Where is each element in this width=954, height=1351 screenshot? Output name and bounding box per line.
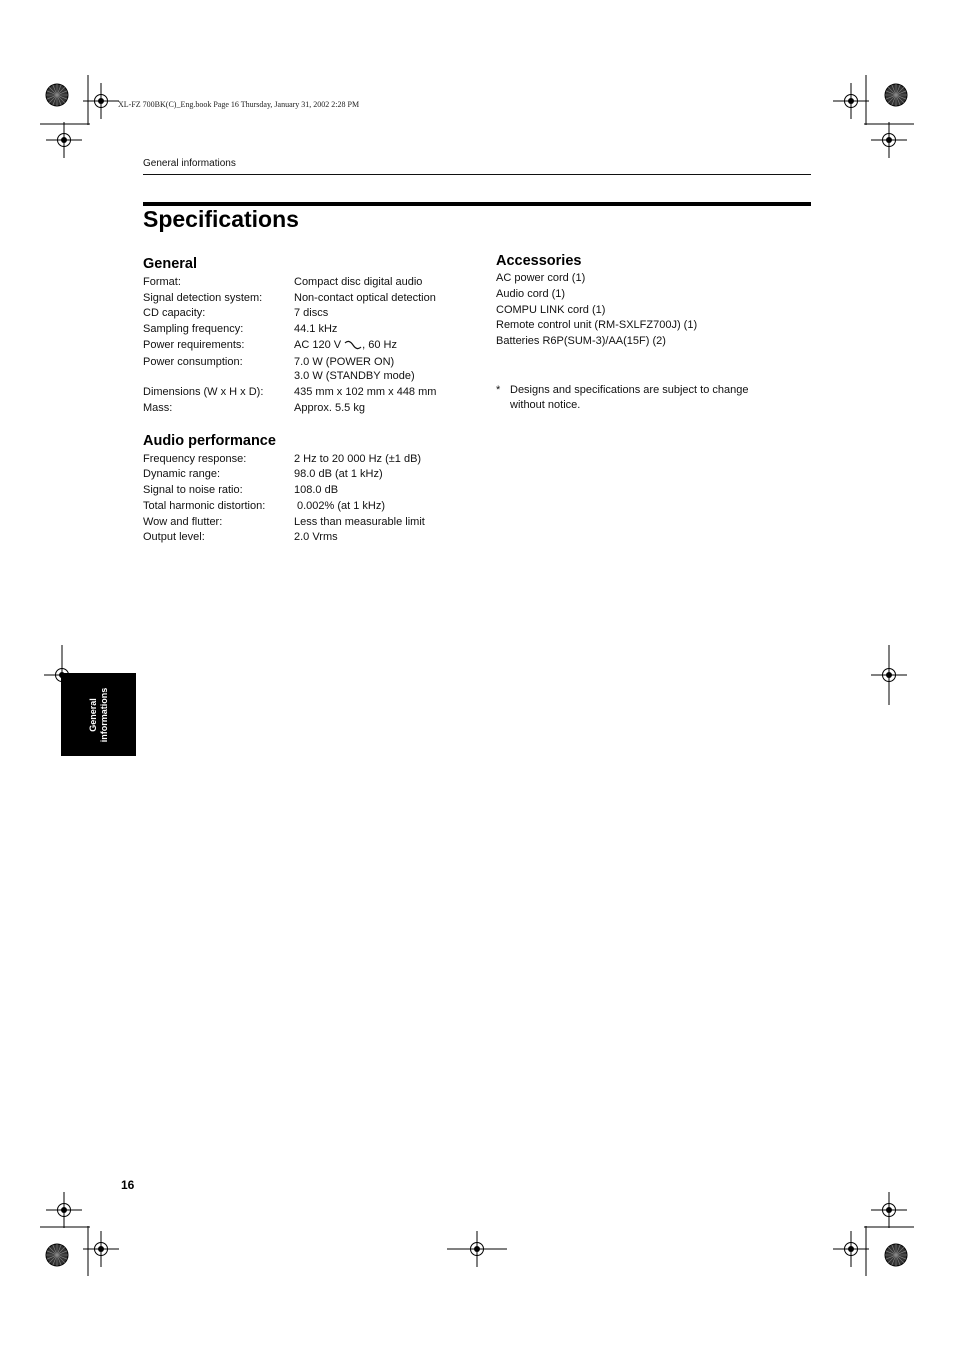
list-item: Remote control unit (RM-SXLFZ700J) (1)	[496, 319, 698, 331]
spec-row	[143, 531, 483, 545]
spec-label: Signal to noise ratio:	[143, 484, 243, 496]
spec-label: Sampling frequency:	[143, 323, 244, 335]
spec-label: Output level:	[143, 531, 205, 543]
spec-value: 7 discs	[294, 307, 329, 319]
spec-row	[143, 386, 483, 400]
spec-value: 2 Hz to 20 000 Hz (±1 dB)	[294, 453, 422, 465]
section-heading-accessories: Accessories	[496, 253, 582, 269]
spec-row	[143, 453, 483, 467]
spec-label: Dynamic range:	[143, 468, 221, 480]
note-line-2: without notice.	[510, 399, 581, 411]
page-number: 16	[121, 1178, 135, 1192]
ac-wave-icon	[344, 340, 362, 350]
spec-value-line2: 3.0 W (STANDBY mode)	[294, 370, 415, 382]
page-title: Specifications	[143, 206, 299, 232]
spec-row	[143, 307, 483, 321]
list-item: AC power cord (1)	[496, 272, 586, 284]
spec-label: Power consumption:	[143, 356, 243, 368]
spec-value: Compact disc digital audio	[294, 276, 423, 288]
side-tab-line-1: General	[87, 697, 98, 732]
side-tab-label	[88, 687, 110, 742]
running-head: General informations	[143, 158, 236, 169]
spec-row	[143, 402, 483, 416]
spec-value: 0.002% (at 1 kHz)	[297, 500, 386, 512]
list-item: Batteries R6P(SUM-3)/AA(15F) (2)	[496, 335, 666, 347]
note-line-1: Designs and specifications are subject to change	[510, 384, 749, 396]
spec-label: Format:	[143, 276, 181, 288]
spec-row	[143, 500, 483, 514]
spec-label: Wow and flutter:	[143, 516, 223, 528]
section-heading-audio-performance: Audio performance	[143, 433, 276, 449]
spec-label: Dimensions (W x H x D):	[143, 386, 264, 398]
spec-label: CD capacity:	[143, 307, 206, 319]
spec-row	[143, 516, 483, 530]
spec-row	[143, 468, 483, 482]
side-tab-line-2: informations	[98, 687, 109, 742]
spec-row	[143, 339, 483, 353]
spec-value: 2.0 Vrms	[294, 531, 338, 543]
spec-row	[143, 356, 483, 370]
spec-value: Approx. 5.5 kg	[294, 402, 365, 414]
section-heading-general: General	[143, 256, 197, 272]
spec-label: Signal detection system:	[143, 292, 263, 304]
spec-value: 44.1 kHz	[294, 323, 338, 335]
list-item: COMPU LINK cord (1)	[496, 304, 606, 316]
spec-row	[143, 276, 483, 290]
spec-value: 98.0 dB (at 1 kHz)	[294, 468, 383, 480]
spec-row	[143, 323, 483, 337]
list-item: Audio cord (1)	[496, 288, 566, 300]
spec-value-prefix: AC 120 V	[294, 339, 342, 351]
spec-value: Non-contact optical detection	[294, 292, 436, 304]
note-marker: *	[496, 384, 501, 396]
spec-row-continued	[143, 370, 483, 384]
section-side-tab	[61, 673, 136, 756]
spec-value: 7.0 W (POWER ON)	[294, 356, 395, 368]
header-rule	[143, 174, 811, 175]
spec-value: 435 mm x 102 mm x 448 mm	[294, 386, 437, 398]
spec-label: Frequency response:	[143, 453, 247, 465]
spec-value	[294, 339, 397, 352]
spec-label: Mass:	[143, 402, 173, 414]
spec-value: 108.0 dB	[294, 484, 339, 496]
spec-row	[143, 484, 483, 498]
spec-value-suffix: , 60 Hz	[362, 339, 398, 351]
spec-label: Power requirements:	[143, 339, 245, 351]
spec-label: Total harmonic distortion:	[143, 500, 266, 512]
spec-value: Less than measurable limit	[294, 516, 425, 528]
spec-row	[143, 292, 483, 306]
book-slug-line: XL-FZ 700BK(C)_Eng.book Page 16 Thursday, January 31, 2002 2:28 PM	[118, 100, 360, 109]
